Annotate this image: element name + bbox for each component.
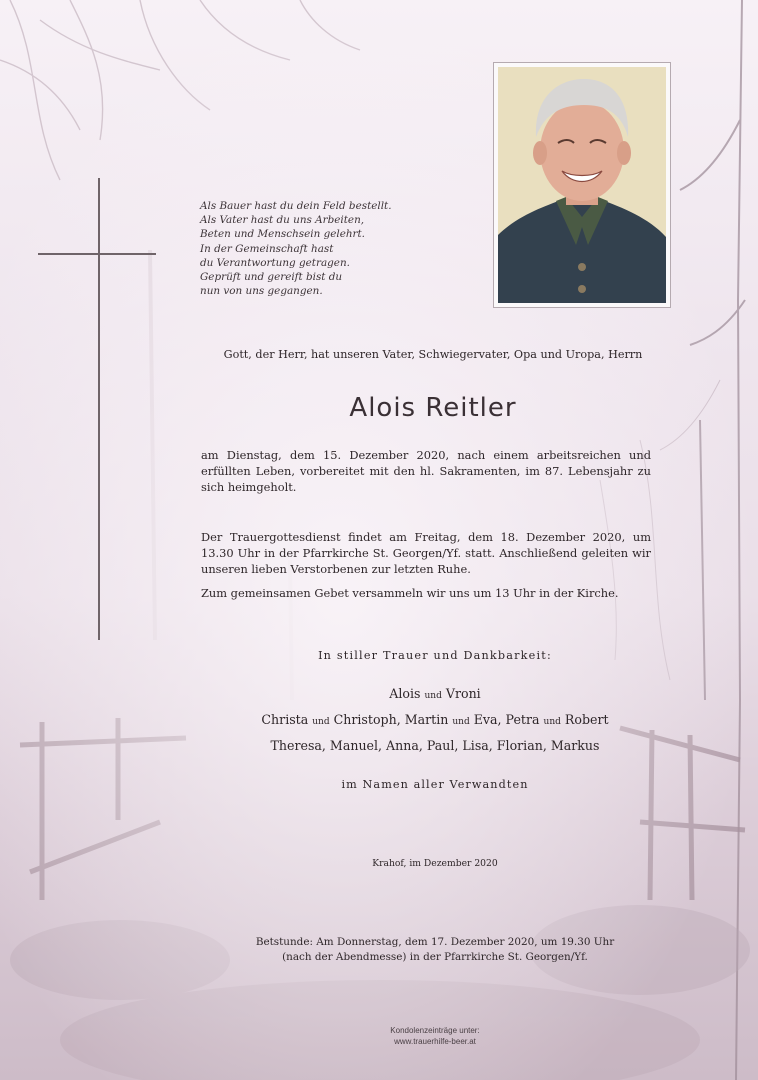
und-connector: und <box>312 717 330 727</box>
portrait-photo <box>498 67 666 303</box>
condolence-label: Kondolenzeinträge unter: <box>390 1026 480 1035</box>
betstunde-line-1: Betstunde: Am Donnerstag, dem 17. Dezember 2020, um 19.30 Uhr <box>255 936 615 948</box>
betstunde-line-2: (nach der Abendmesse) in der Pfarrkirche St. Georgen/Yf. <box>282 950 588 963</box>
family-line-grandchildren: Theresa, Manuel, Anna, Paul, Lisa, Florian, Markus <box>270 738 600 753</box>
cross-icon-bar <box>38 253 156 255</box>
poem: Als Bauer hast du dein Feld bestellt. Als Vater hast du uns Arbeiten, Beten und Menschsein gelehrt. In der Gemeinschaft hast du Verantwortung getragen. Geprüft und gereift bist du nun von uns gegangen. <box>200 200 392 298</box>
intro-line: Gott, der Herr, hat unseren Vater, Schwiegervater, Opa und Uropa, Herrn <box>223 348 643 361</box>
family-name: Alois <box>389 686 421 701</box>
betstunde-notice <box>200 935 670 964</box>
family-line-children <box>200 686 670 701</box>
death-notice-paragraph: am Dienstag, dem 15. Dezember 2020, nach einem arbeitsreichen und erfüllten Leben, vorbereitet mit den hl. Sakramenten, im 87. Lebensjahr zu sich heimgeholt. <box>201 448 651 495</box>
family-line-children-2 <box>200 712 670 727</box>
deceased-name: Alois Reitler <box>349 393 517 423</box>
condolence-url: www.trauerhilfe-beer.at <box>394 1036 476 1046</box>
family-name: Eva, Petra <box>473 712 540 727</box>
und-connector: und <box>543 717 561 727</box>
portrait-frame <box>493 62 671 308</box>
family-name: Christa <box>261 712 309 727</box>
und-connector: und <box>452 717 470 727</box>
relatives-line: im Namen aller Verwandten <box>341 778 529 791</box>
family-name: Robert <box>564 712 609 727</box>
mourning-line: In stiller Trauer und Dankbarkeit: <box>318 649 552 662</box>
family-name: Vroni <box>445 686 481 701</box>
prayer-paragraph: Zum gemeinsamen Gebet versammeln wir uns um 13 Uhr in der Kirche. <box>201 586 619 600</box>
funeral-service-paragraph: Der Trauergottesdienst findet am Freitag, dem 18. Dezember 2020, um 13.30 Uhr in der Pfarrkirche St. Georgen/Yf. statt. Anschließend geleiten wir unseren lieben Verstorbenen zur letzten Ruhe. <box>201 530 651 577</box>
und-connector: und <box>424 691 442 701</box>
place-date: Krahof, im Dezember 2020 <box>372 858 498 869</box>
cross-icon <box>98 178 100 640</box>
family-name: Christoph, Martin <box>333 712 449 727</box>
condolence-info <box>200 1026 670 1047</box>
